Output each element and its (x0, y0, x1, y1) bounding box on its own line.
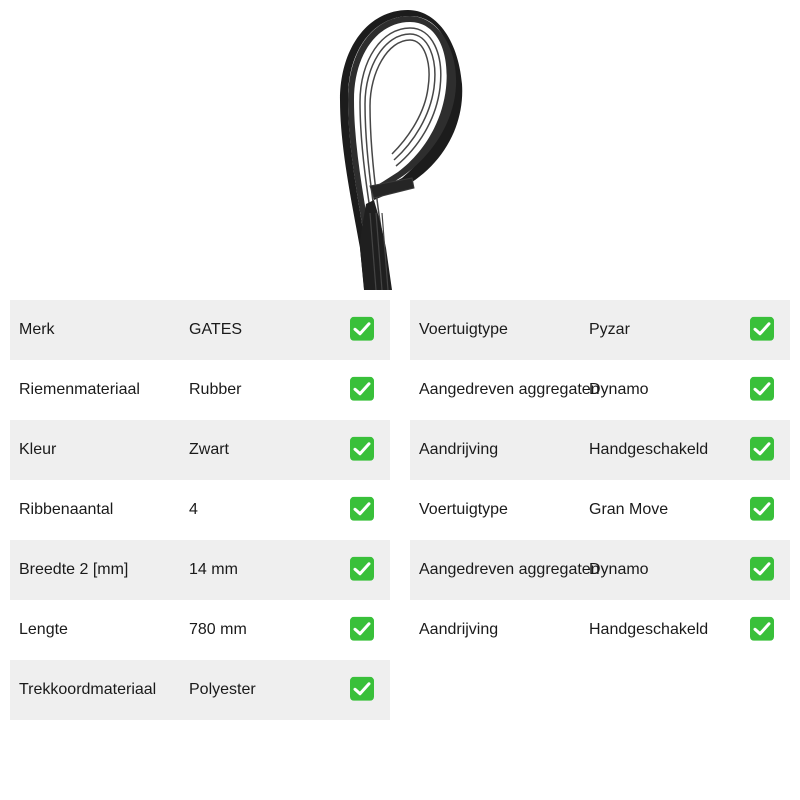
spec-value: Rubber (189, 381, 242, 398)
spec-value: Polyester (189, 681, 256, 698)
spec-row (410, 360, 790, 420)
spec-row (10, 300, 390, 360)
check-icon (350, 377, 374, 401)
spec-row (10, 420, 390, 480)
spec-table-right (410, 300, 790, 660)
spec-value: 4 (189, 501, 198, 518)
check-icon (750, 557, 774, 581)
spec-table-left (10, 300, 390, 720)
check-icon (750, 377, 774, 401)
check-icon (350, 557, 374, 581)
spec-row (10, 480, 390, 540)
spec-label: Voertuigtype (419, 501, 508, 518)
spec-value: Handgeschakeld (589, 621, 709, 638)
spec-row (10, 360, 390, 420)
spec-label: Lengte (19, 621, 68, 638)
spec-label: Aangedreven aggregaten (419, 381, 600, 398)
check-icon (350, 677, 374, 701)
spec-value: 780 mm (189, 621, 247, 638)
spec-value: Pyzar (589, 321, 630, 338)
spec-row (410, 480, 790, 540)
spec-label: Voertuigtype (419, 321, 508, 338)
spec-label: Aangedreven aggregaten (419, 561, 600, 578)
check-icon (350, 317, 374, 341)
spec-row (410, 540, 790, 600)
spec-value: Dynamo (589, 381, 649, 398)
spec-label: Ribbenaantal (19, 501, 114, 518)
spec-value: Zwart (189, 441, 229, 458)
spec-row (10, 600, 390, 660)
spec-row (10, 540, 390, 600)
check-icon (750, 617, 774, 641)
spec-label: Merk (19, 321, 55, 338)
check-icon (750, 317, 774, 341)
check-icon (750, 497, 774, 521)
check-icon (350, 437, 374, 461)
spec-label: Breedte 2 [mm] (19, 561, 129, 578)
check-icon (350, 497, 374, 521)
spec-value: Dynamo (589, 561, 649, 578)
spec-value: Gran Move (589, 501, 669, 518)
ribbed-v-belt-image (330, 8, 470, 290)
spec-row (410, 600, 790, 660)
spec-label: Trekkoordmateriaal (19, 681, 157, 698)
spec-row (410, 300, 790, 360)
spec-label: Aandrijving (419, 621, 499, 638)
check-icon (750, 437, 774, 461)
spec-label: Riemenmateriaal (19, 381, 140, 398)
check-icon (350, 617, 374, 641)
spec-label: Aandrijving (419, 441, 499, 458)
spec-row (410, 420, 790, 480)
spec-value: 14 mm (189, 561, 238, 578)
spec-row (10, 660, 390, 720)
spec-value: Handgeschakeld (589, 441, 709, 458)
spec-label: Kleur (19, 441, 57, 458)
spec-value: GATES (189, 321, 243, 338)
